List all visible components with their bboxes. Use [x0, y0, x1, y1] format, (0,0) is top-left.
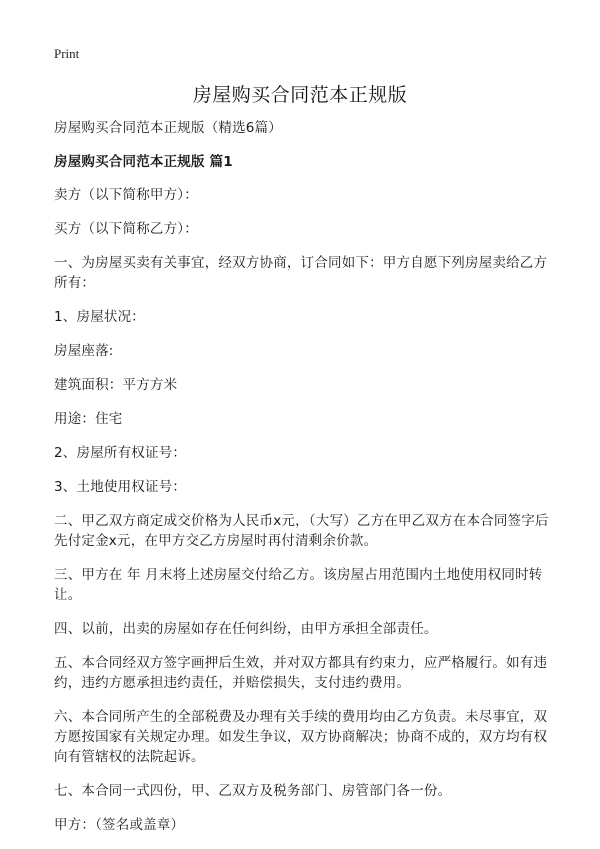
print-label: Print — [54, 46, 80, 61]
paragraph-clause-7: 七、本合同一式四份，甲、乙双方及税务部门、房管部门各一份。 — [54, 783, 452, 799]
paragraph-party-a-signature: 甲方：（签名或盖章） — [54, 817, 185, 833]
document-title: 房屋购买合同范本正规版 — [192, 84, 408, 106]
paragraph-location: 房屋座落: — [54, 343, 114, 359]
paragraph-clause-3: 三、甲方在 年 月末将上述房屋交付给乙方。该房屋占用范围内土地使用权同时转让。 — [54, 567, 543, 603]
paragraph-clause-6: 六、本合同所产生的全部税费及办理有关手续的费用均由乙方负责。未尽事宜，双方愿按国家有关规定办理。如发生争议，双方协商解决；协商不成的，双方均有权向有管辖权的法院起诉。 — [54, 709, 548, 765]
paragraph-area: 建筑面积：平方方米 — [54, 377, 178, 393]
document-subtitle: 房屋购买合同范本正规版（精选6篇） — [54, 120, 282, 136]
paragraph-usage: 用途：住宅 — [54, 411, 123, 427]
document-body — [54, 118, 554, 849]
paragraph-ownership-cert: 2、房屋所有权证号： — [54, 445, 187, 461]
paragraph-clause-4: 四、以前，出卖的房屋如存在任何纠纷，由甲方承担全部责任。 — [54, 621, 438, 637]
paragraph-clause-1: 一、为房屋买卖有关事宜，经双方协商，订合同如下：甲方自愿下列房屋卖给乙方所有： — [54, 255, 548, 291]
paragraph-house-status: 1、房屋状况： — [54, 309, 145, 325]
paragraph-seller: 卖方（以下简称甲方）： — [54, 187, 198, 203]
paragraph-buyer: 买方（以下简称乙方）： — [54, 221, 198, 237]
paragraph-clause-5: 五、本合同经双方签字画押后生效，并对双方都具有约束力，应严格履行。如有违约，违约方愿承担违约责任，并赔偿损失，支付违约费用。 — [54, 655, 548, 691]
paragraph-clause-2: 二、甲乙双方商定成交价格为人民币x元，（大写）乙方在甲乙双方在本合同签字后先付定金x元，在甲方交乙方房屋时再付清剩余价款。 — [54, 513, 549, 549]
section-heading: 房屋购买合同范本正规版 篇1 — [54, 154, 233, 170]
paragraph-land-cert: 3、土地使用权证号： — [54, 479, 187, 495]
